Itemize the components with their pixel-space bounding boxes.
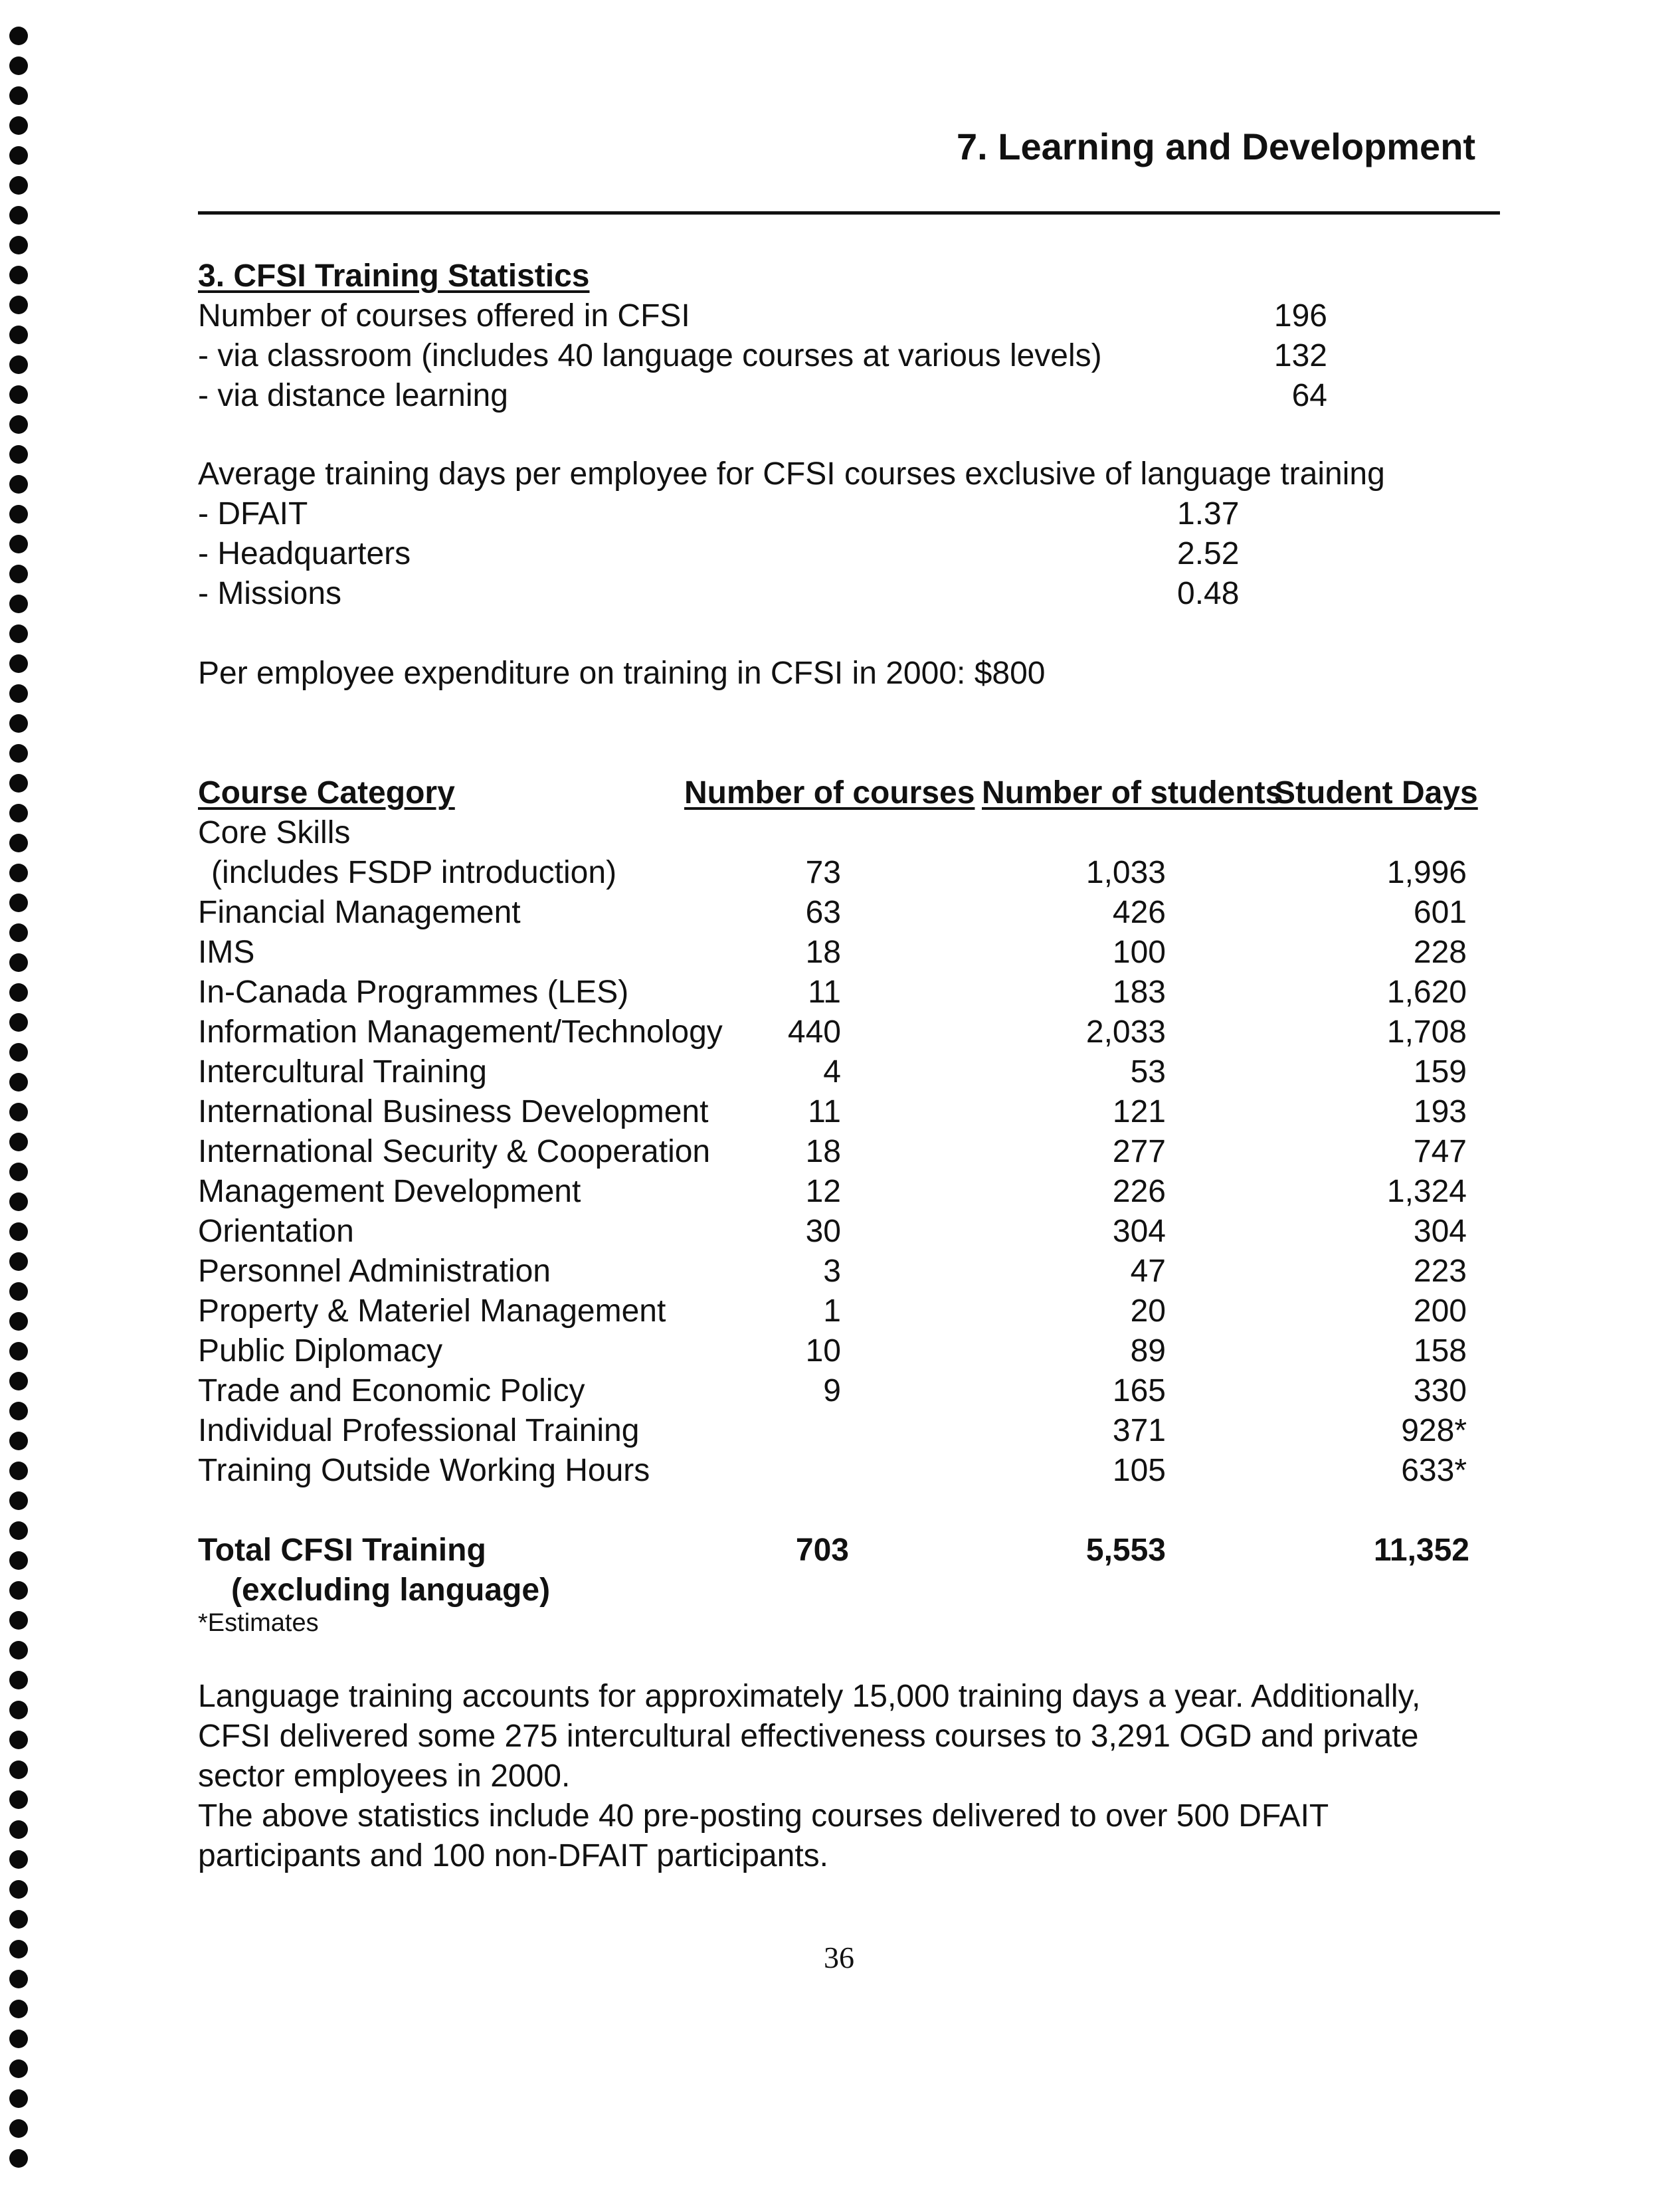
table-cell-category: Information Management/Technology <box>198 1014 723 1050</box>
table-cell-students: 277 <box>1112 1134 1166 1169</box>
table-cell-courses: 30 <box>805 1214 841 1249</box>
table-row <box>0 1256 1528 1295</box>
table-cell-days: 747 <box>1413 1134 1467 1169</box>
table-cell-days: 1,708 <box>1386 1014 1467 1050</box>
table-cell-students: 1,033 <box>1085 855 1166 890</box>
binding-hole <box>9 1880 28 1899</box>
table-row <box>0 1096 1528 1136</box>
binding-hole <box>9 146 28 165</box>
table-header-days: Student Days <box>1274 775 1478 810</box>
binding-hole <box>9 1790 28 1809</box>
table-cell-days: 330 <box>1413 1373 1467 1408</box>
binding-hole <box>9 2000 28 2018</box>
table-cell-students: 89 <box>1130 1333 1166 1369</box>
binding-hole <box>9 654 28 673</box>
table-cell-courses: 4 <box>823 1054 841 1090</box>
binding-hole <box>9 2030 28 2048</box>
table-cell-category: In-Canada Programmes (LES) <box>198 975 629 1010</box>
table-row <box>0 977 1528 1016</box>
table-cell-category: International Security & Cooperation <box>198 1134 711 1169</box>
binding-hole <box>9 326 28 344</box>
binding-hole <box>9 744 28 763</box>
table-cell-courses: 18 <box>805 1134 841 1169</box>
binding-hole <box>9 1551 28 1570</box>
table-cell-students: 105 <box>1112 1453 1166 1488</box>
binding-hole <box>9 804 28 822</box>
binding-hole <box>9 116 28 135</box>
estimates-footnote: *Estimates <box>198 1609 319 1637</box>
binding-hole <box>9 1940 28 1958</box>
table-cell-days: 1,620 <box>1386 975 1467 1010</box>
table-row <box>0 937 1528 977</box>
table-row <box>0 1455 1528 1495</box>
table-cell-students: 226 <box>1112 1174 1166 1209</box>
table-cell-category: Personnel Administration <box>198 1254 551 1289</box>
binding-hole <box>9 1760 28 1779</box>
table-cell-courses: 11 <box>808 1094 841 1129</box>
table-header-category: Course Category <box>198 775 455 810</box>
page-number: 36 <box>824 1941 854 1974</box>
avg-days-missions-label: - Missions <box>198 576 342 611</box>
table-cell-category: (includes FSDP introduction) <box>211 855 617 890</box>
binding-hole <box>9 27 28 45</box>
table-cell-students: 426 <box>1112 895 1166 930</box>
table-cell-courses: 11 <box>808 975 841 1010</box>
table-cell-category: IMS <box>198 935 255 970</box>
binding-hole <box>9 2059 28 2078</box>
total-courses: 703 <box>795 1533 849 1568</box>
table-cell-category: Individual Professional Training <box>198 1413 640 1448</box>
distance-label: - via distance learning <box>198 378 508 413</box>
binding-hole <box>9 505 28 523</box>
core-skills-label: Core Skills <box>198 815 351 850</box>
table-header-courses: Number of courses <box>684 775 975 810</box>
binding-hole <box>9 1731 28 1749</box>
table-cell-days: 223 <box>1413 1254 1467 1289</box>
notes-line-5: participants and 100 non-DFAIT participants. <box>198 1838 828 1873</box>
table-cell-students: 47 <box>1130 1254 1166 1289</box>
binding-hole <box>9 595 28 613</box>
binding-hole <box>9 2119 28 2138</box>
binding-hole <box>9 2089 28 2108</box>
binding-hole <box>9 415 28 434</box>
binding-hole <box>9 774 28 793</box>
binding-hole <box>9 1970 28 1988</box>
table-cell-students: 53 <box>1130 1054 1166 1090</box>
notes-line-4: The above statistics include 40 pre-posting courses delivered to over 500 DFAIT <box>198 1798 1329 1834</box>
binding-hole <box>9 206 28 225</box>
table-header-students: Number of students <box>982 775 1283 810</box>
notes-line-2: CFSI delivered some 275 intercultural effectiveness courses to 3,291 OGD and private <box>198 1719 1419 1754</box>
table-row <box>0 1136 1528 1176</box>
table-cell-days: 159 <box>1413 1054 1467 1090</box>
table-row <box>0 1415 1528 1455</box>
binding-hole <box>9 56 28 75</box>
table-cell-days: 1,324 <box>1386 1174 1467 1209</box>
table-cell-category: Public Diplomacy <box>198 1333 443 1369</box>
binding-hole <box>9 1671 28 1689</box>
table-cell-category: Orientation <box>198 1214 354 1249</box>
binding-hole <box>9 1820 28 1839</box>
total-students: 5,553 <box>1085 1533 1166 1568</box>
binding-hole <box>9 236 28 254</box>
table-cell-days: 158 <box>1413 1333 1467 1369</box>
binding-hole <box>9 1521 28 1540</box>
table-row <box>0 1216 1528 1256</box>
table-cell-days: 601 <box>1413 895 1467 930</box>
table-row <box>0 1056 1528 1096</box>
table-cell-category: International Business Development <box>198 1094 709 1129</box>
avg-days-dfait-label: - DFAIT <box>198 496 308 531</box>
binding-hole <box>9 445 28 464</box>
binding-hole <box>9 624 28 643</box>
table-cell-courses: 9 <box>823 1373 841 1408</box>
table-cell-days: 928* <box>1401 1413 1467 1448</box>
header-divider <box>198 211 1500 215</box>
table-cell-days: 200 <box>1413 1293 1467 1329</box>
avg-days-missions-value: 0.48 <box>1177 576 1240 611</box>
binding-hole <box>9 1641 28 1660</box>
table-cell-students: 371 <box>1112 1413 1166 1448</box>
table-cell-category: Financial Management <box>198 895 521 930</box>
table-cell-days: 193 <box>1413 1094 1467 1129</box>
table-cell-days: 633* <box>1401 1453 1467 1488</box>
courses-offered-value: 196 <box>1273 298 1327 333</box>
table-cell-category: Property & Materiel Management <box>198 1293 666 1329</box>
avg-days-hq-value: 2.52 <box>1177 536 1240 571</box>
table-cell-courses: 12 <box>805 1174 841 1209</box>
table-cell-students: 2,033 <box>1085 1014 1166 1050</box>
total-label-line1: Total CFSI Training <box>198 1533 486 1568</box>
binding-hole <box>9 1910 28 1929</box>
binding-hole <box>9 176 28 195</box>
binding-hole <box>9 2149 28 2168</box>
avg-days-dfait-value: 1.37 <box>1177 496 1240 531</box>
table-cell-students: 100 <box>1112 935 1166 970</box>
table-row <box>0 1375 1528 1415</box>
table-cell-category: Training Outside Working Hours <box>198 1453 650 1488</box>
binding-hole <box>9 355 28 374</box>
table-cell-courses: 63 <box>805 895 841 930</box>
table-cell-category: Intercultural Training <box>198 1054 487 1090</box>
table-cell-students: 20 <box>1130 1293 1166 1329</box>
table-cell-courses: 1 <box>823 1293 841 1329</box>
binding-hole <box>9 834 28 852</box>
table-cell-days: 228 <box>1413 935 1467 970</box>
avg-days-heading: Average training days per employee for CFSI courses exclusive of language training <box>198 456 1385 492</box>
table-cell-courses: 3 <box>823 1254 841 1289</box>
table-row <box>0 897 1528 937</box>
table-cell-days: 1,996 <box>1386 855 1467 890</box>
table-cell-courses: 18 <box>805 935 841 970</box>
binding-hole <box>9 1850 28 1869</box>
notes-line-3: sector employees in 2000. <box>198 1759 571 1794</box>
table-cell-courses: 440 <box>787 1014 841 1050</box>
binding-hole <box>9 296 28 314</box>
table-cell-category: Management Development <box>198 1174 581 1209</box>
binding-hole <box>9 535 28 553</box>
total-days: 11,352 <box>1373 1533 1469 1568</box>
binding-hole <box>9 86 28 105</box>
table-cell-students: 165 <box>1112 1373 1166 1408</box>
binding-hole <box>9 1611 28 1630</box>
binding-hole <box>9 475 28 494</box>
classroom-value: 132 <box>1273 338 1327 373</box>
distance-value: 64 <box>1291 378 1327 413</box>
binding-hole <box>9 565 28 583</box>
expenditure-text: Per employee expenditure on training in CFSI in 2000: $800 <box>198 656 1046 691</box>
table-cell-days: 304 <box>1413 1214 1467 1249</box>
binding-hole <box>9 684 28 703</box>
table-cell-category: Trade and Economic Policy <box>198 1373 585 1408</box>
table-row <box>0 1176 1528 1216</box>
table-row <box>0 1295 1528 1335</box>
table-cell-students: 121 <box>1112 1094 1166 1129</box>
binding-hole <box>9 385 28 404</box>
avg-days-hq-label: - Headquarters <box>198 536 411 571</box>
table-cell-courses: 10 <box>805 1333 841 1369</box>
table-row <box>0 1016 1528 1056</box>
total-label-line2: (excluding language) <box>231 1572 551 1608</box>
classroom-label: - via classroom (includes 40 language courses at various levels) <box>198 338 1102 373</box>
table-row <box>0 857 1528 897</box>
notes-line-1: Language training accounts for approximately 15,000 training days a year. Additionally, <box>198 1679 1421 1714</box>
binding-hole <box>9 1701 28 1719</box>
binding-hole <box>9 1581 28 1600</box>
table-cell-students: 183 <box>1112 975 1166 1010</box>
section-heading: 3. CFSI Training Statistics <box>198 258 590 294</box>
binding-hole <box>9 714 28 733</box>
table-cell-students: 304 <box>1112 1214 1166 1249</box>
page-header-title: 7. Learning and Development <box>957 126 1476 167</box>
table-cell-courses: 73 <box>805 855 841 890</box>
courses-offered-label: Number of courses offered in CFSI <box>198 298 690 333</box>
binding-hole <box>9 266 28 284</box>
table-row <box>0 1335 1528 1375</box>
